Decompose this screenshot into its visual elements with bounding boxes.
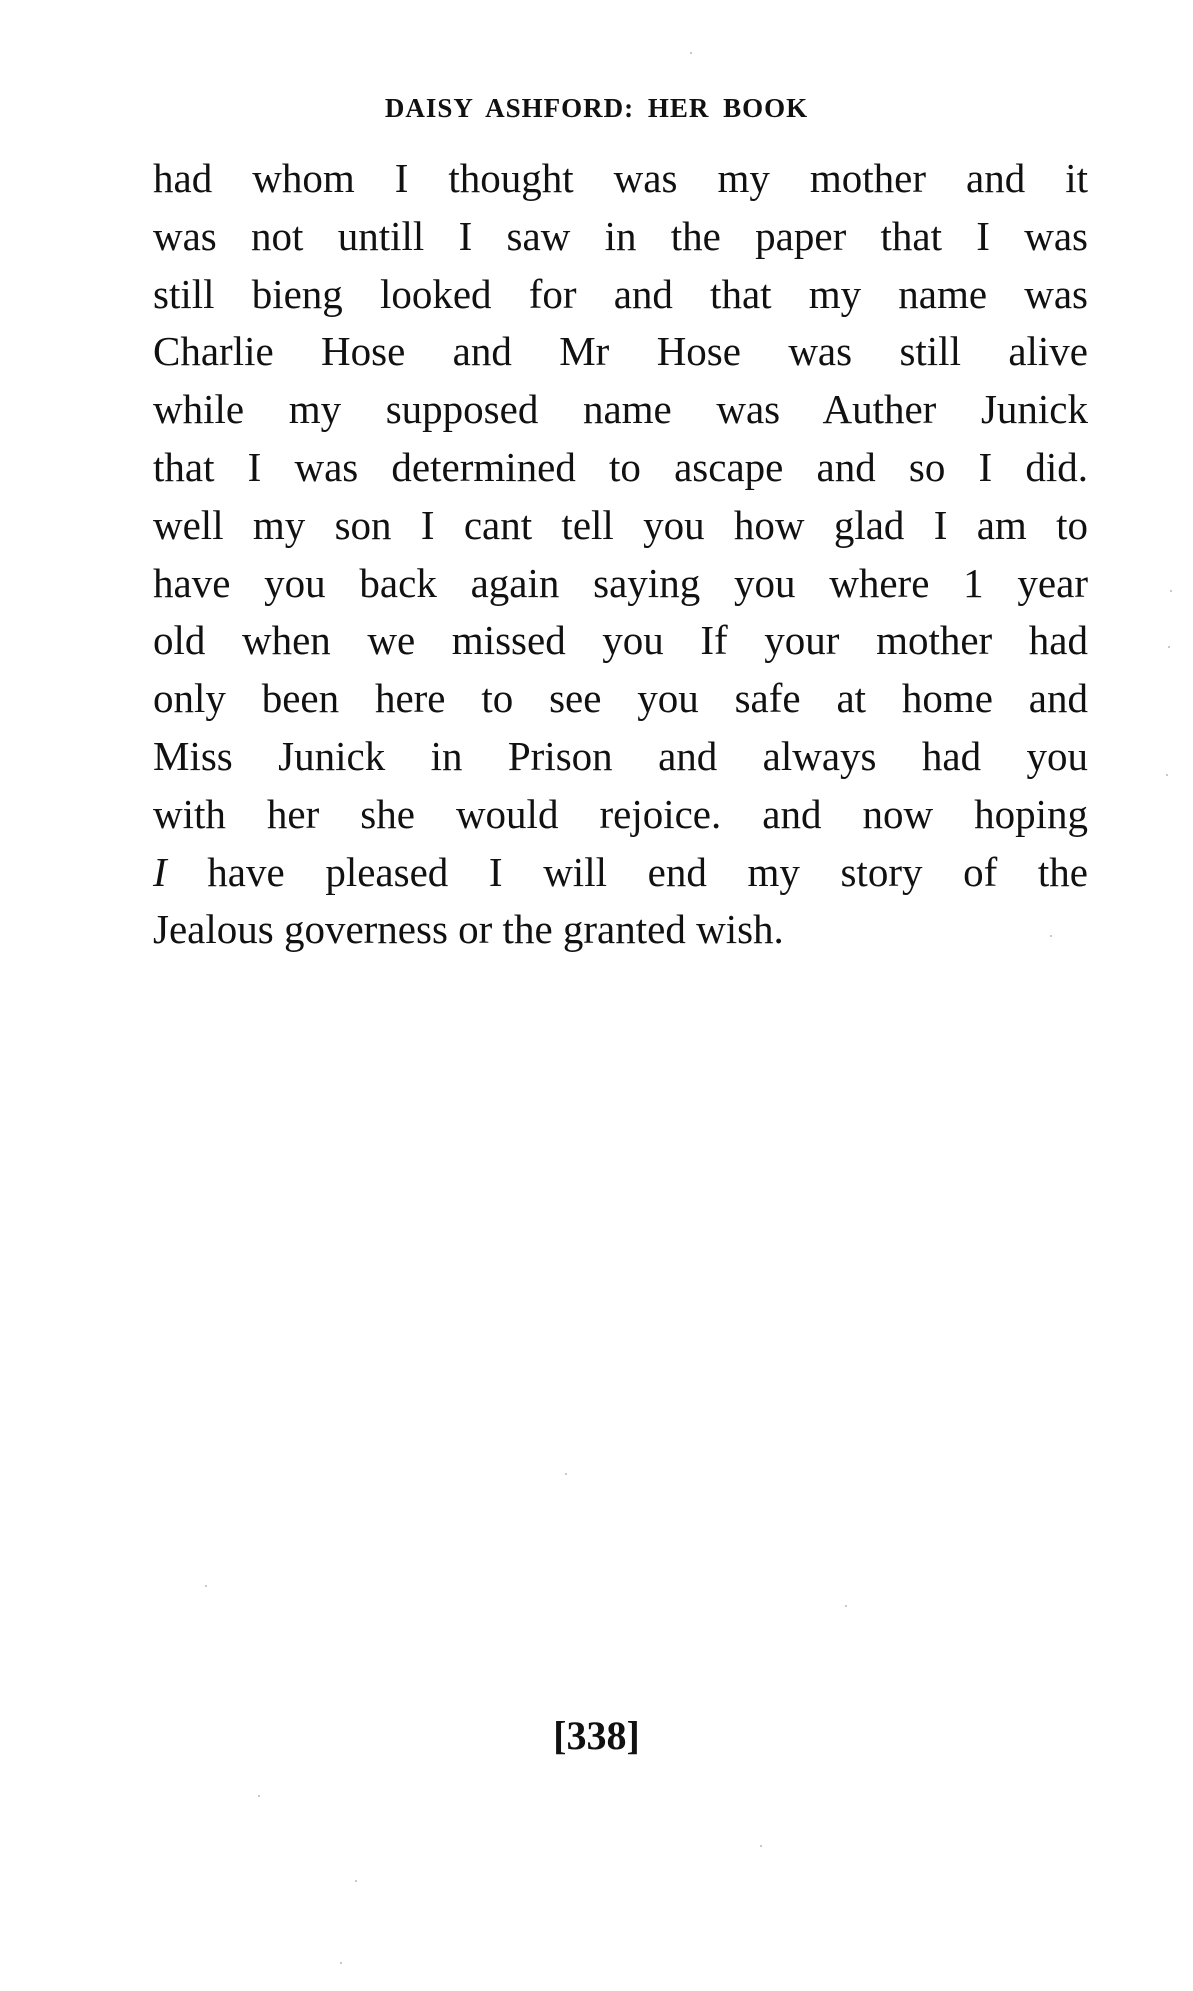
italic-pronoun: I xyxy=(153,848,167,895)
text-line-14: Jealous governess or the granted wish. xyxy=(153,906,784,953)
scan-speck xyxy=(1050,935,1052,937)
body-text xyxy=(153,150,1088,959)
scan-speck xyxy=(1166,774,1168,776)
scan-speck xyxy=(258,1795,260,1797)
text-line-13 xyxy=(153,844,1088,902)
text-line-5: while my supposed name was Auther Junick xyxy=(153,386,1088,433)
text-line-10: only been here to see you safe at home and xyxy=(153,675,1088,722)
text-line-6: that I was determined to ascape and so I did. xyxy=(153,443,1088,490)
text-line-1: had whom I thought was my mother and it xyxy=(153,155,1088,201)
text-line-8: have you back again saying you where 1 year xyxy=(153,559,1088,606)
page-number: [338] xyxy=(553,1713,640,1758)
text-line-11: Miss Junick in Prison and always had you xyxy=(153,732,1088,779)
scan-speck xyxy=(845,1605,847,1607)
text-line-9: old when we missed you If your mother had xyxy=(153,617,1088,664)
scan-speck xyxy=(340,1962,342,1964)
scan-speck xyxy=(760,1845,762,1847)
scan-speck xyxy=(565,1473,567,1475)
scan-speck xyxy=(1168,646,1170,648)
scan-speck xyxy=(205,1585,207,1587)
text-line-3: still bieng looked for and that my name was xyxy=(153,270,1088,317)
text-line-13-rest: have pleased I will end my story of the xyxy=(207,848,1088,895)
text-line-4: Charlie Hose and Mr Hose was still alive xyxy=(153,328,1088,375)
text-line-7: well my son I cant tell you how glad I am to xyxy=(153,501,1088,548)
scan-speck xyxy=(355,1880,357,1882)
scan-speck xyxy=(690,52,692,54)
scan-speck xyxy=(1170,590,1172,592)
text-line-12: with her she would rejoice. and now hoping xyxy=(153,790,1088,837)
running-head: DAISY ASHFORD: HER BOOK xyxy=(384,93,809,123)
text-line-2: was not untill I saw in the paper that I was xyxy=(153,212,1088,259)
